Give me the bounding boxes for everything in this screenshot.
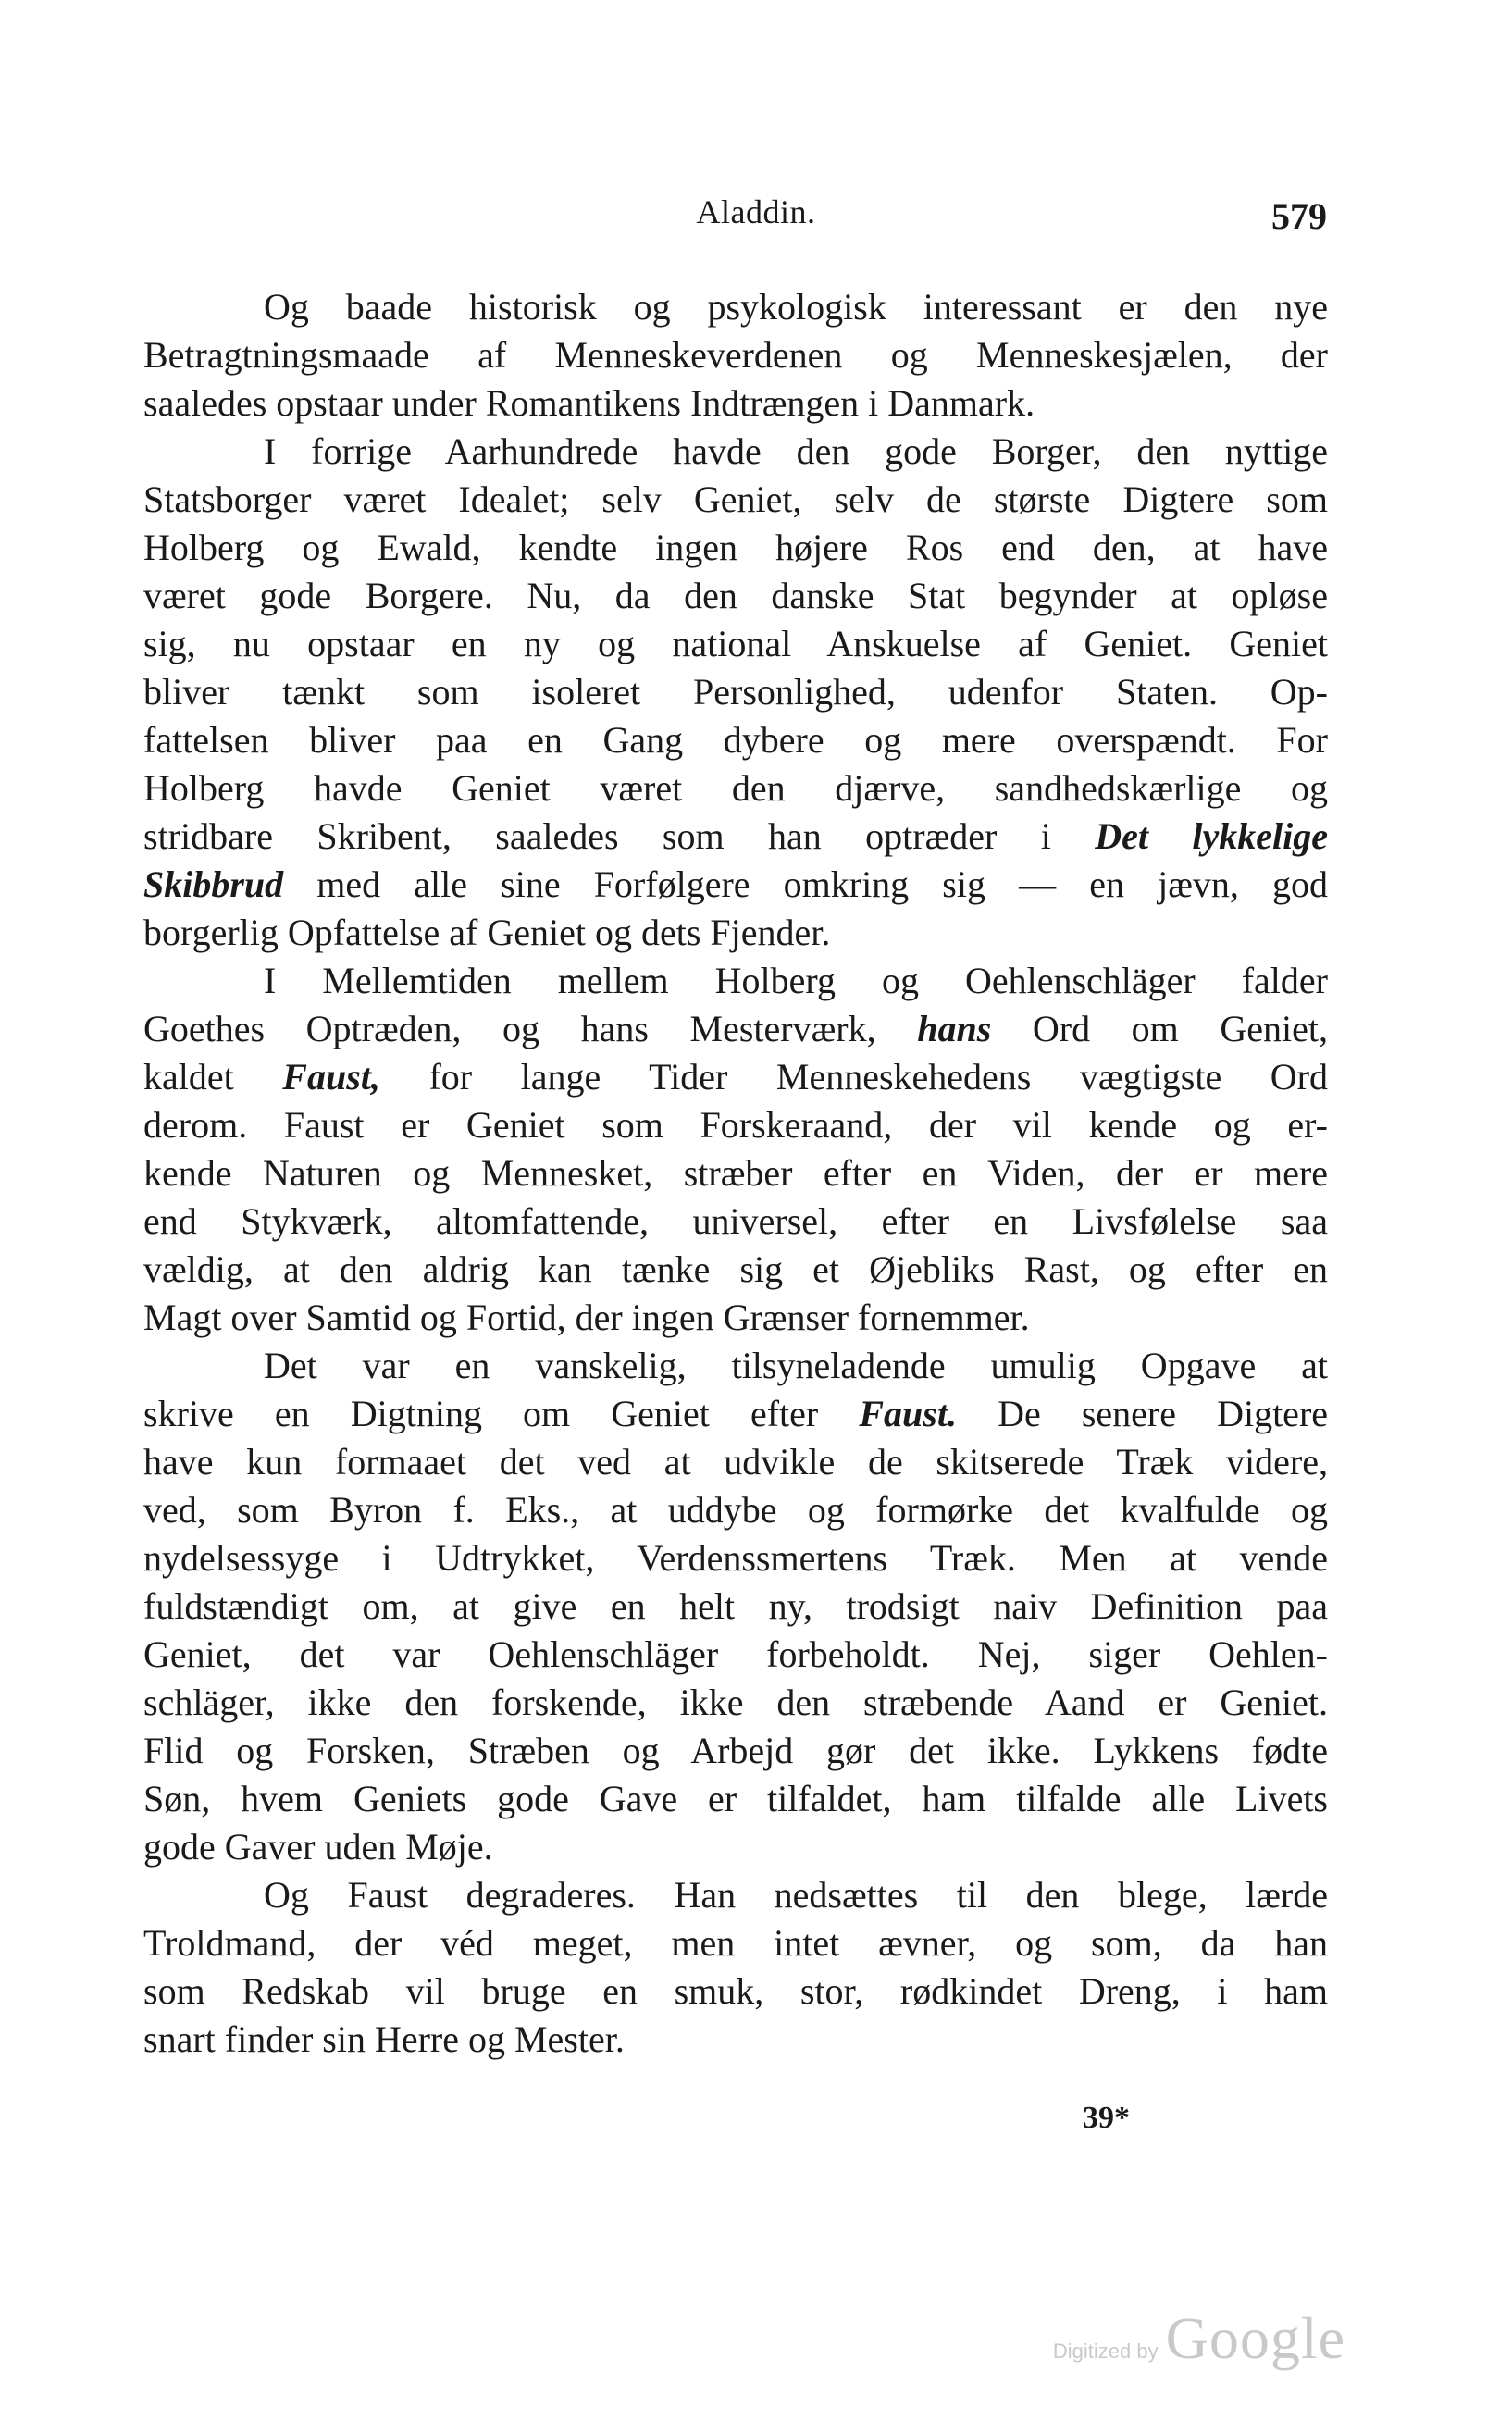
italic-title: Faust, [282,1056,380,1098]
text-line: fuldstændigt om, at give en helt ny, trodsigt naiv Definition paa [143,1585,1328,1627]
text-line: sig, nu opstaar en ny og national Anskuelse af Geniet. Geniet [143,623,1328,664]
text-fragment: stridbare Skribent, saaledes som han optræder i [143,815,1051,857]
text-line: Flid og Forsken, Stræben og Arbejd gør det ikke. Lykkens fødte [143,1730,1328,1771]
italic-word: hans [917,1008,992,1049]
text-line: have kun formaaet det ved at udvikle de skitserede Træk videre, [143,1441,1328,1483]
page-number: 579 [1271,195,1327,237]
text-line: Troldmand, der véd meget, men intet ævner, og som, da han [143,1922,1328,1964]
italic-title: Skibbrud [143,863,284,905]
text-line: nydelsessyge i Udtrykket, Verdenssmertens Træk. Men at vende [143,1537,1328,1579]
italic-title: Faust. [859,1393,957,1434]
text-line: borgerlig Opfattelse af Geniet og dets Fjender. [143,912,831,953]
text-line: snart finder sin Herre og Mester. [143,2018,625,2060]
text-line: saaledes opstaar under Romantikens Indtrængen i Danmark. [143,382,1035,424]
text-fragment: kaldet [143,1056,234,1098]
text-line: ved, som Byron f. Eks., at uddybe og formørke det kvalfulde og [143,1489,1328,1531]
text-line [143,1390,1328,1438]
text-fragment: med alle sine Forfølgere omkring sig — en jævn, god [316,863,1329,905]
text-line [143,861,1328,909]
text-line [143,813,1328,861]
text-line: derom. Faust er Geniet som Forskeraand, der vil kende og er- [143,1104,1328,1146]
text-line: Søn, hvem Geniets gode Gave er tilfaldet, ham tilfalde alle Livets [143,1778,1328,1819]
text-line: været gode Borgere. Nu, da den danske Stat begynder at opløse [143,575,1328,616]
text-line: Det var en vanskelig, tilsyneladende umulig Opgave at [264,1345,1328,1386]
text-line: I Mellemtiden mellem Holberg og Oehlenschläger falder [264,960,1328,1001]
text-fragment: Ord om Geniet, [1032,1008,1328,1049]
watermark-small-text: Digitized by [1052,2339,1159,2363]
signature-mark: 39* [1083,2101,1130,2135]
text-line: Betragtningsmaade af Menneskeverdenen og Menneskesjælen, der [143,334,1328,376]
running-title: Aladdin. [696,193,816,230]
text-line: Holberg og Ewald, kendte ingen højere Ros end den, at have [143,527,1328,568]
body-text [143,283,1328,2064]
text-line: schläger, ikke den forskende, ikke den stræbende Aand er Geniet. [143,1682,1328,1723]
text-line: Geniet, det var Oehlenschläger forbeholdt. Nej, siger Oehlen- [143,1633,1328,1675]
text-line: I forrige Aarhundrede havde den gode Borger, den nyttige [264,430,1328,472]
text-line: vældig, at den aldrig kan tænke sig et Øjebliks Rast, og efter en [143,1248,1328,1290]
italic-title: Det lykkelige [1095,815,1329,857]
text-line: Og baade historisk og psykologisk interessant er den nye [264,286,1328,328]
text-line: Statsborger været Idealet; selv Geniet, selv de største Digtere som [143,478,1328,520]
text-fragment: skrive en Digtning om Geniet efter [143,1393,819,1434]
watermark-logo-text: Google [1165,2305,1345,2371]
text-fragment: De senere Digtere [998,1393,1329,1434]
digitized-watermark [1053,2304,1345,2373]
text-line: end Stykværk, altomfattende, universel, efter en Livsfølelse saa [143,1200,1328,1242]
text-fragment: Goethes Optræden, og hans Mesterværk, [143,1008,876,1049]
text-line: fattelsen bliver paa en Gang dybere og mere overspændt. For [143,719,1328,761]
text-line: kende Naturen og Mennesket, stræber efter en Viden, der er mere [143,1152,1328,1194]
text-line: Magt over Samtid og Fortid, der ingen Grænser fornemmer. [143,1297,1030,1338]
text-line: Holberg havde Geniet været den djærve, sandhedskærlige og [143,767,1328,809]
text-line: gode Gaver uden Møje. [143,1826,493,1868]
text-fragment: for lange Tider Menneskehedens vægtigste Ord [428,1056,1329,1098]
text-line: som Redskab vil bruge en smuk, stor, rødkindet Dreng, i ham [143,1970,1328,2012]
text-line [143,1053,1328,1101]
text-line [143,1005,1328,1053]
text-line: bliver tænkt som isoleret Personlighed, udenfor Staten. Op- [143,671,1328,713]
text-line: Og Faust degraderes. Han nedsættes til den blege, lærde [264,1874,1328,1916]
